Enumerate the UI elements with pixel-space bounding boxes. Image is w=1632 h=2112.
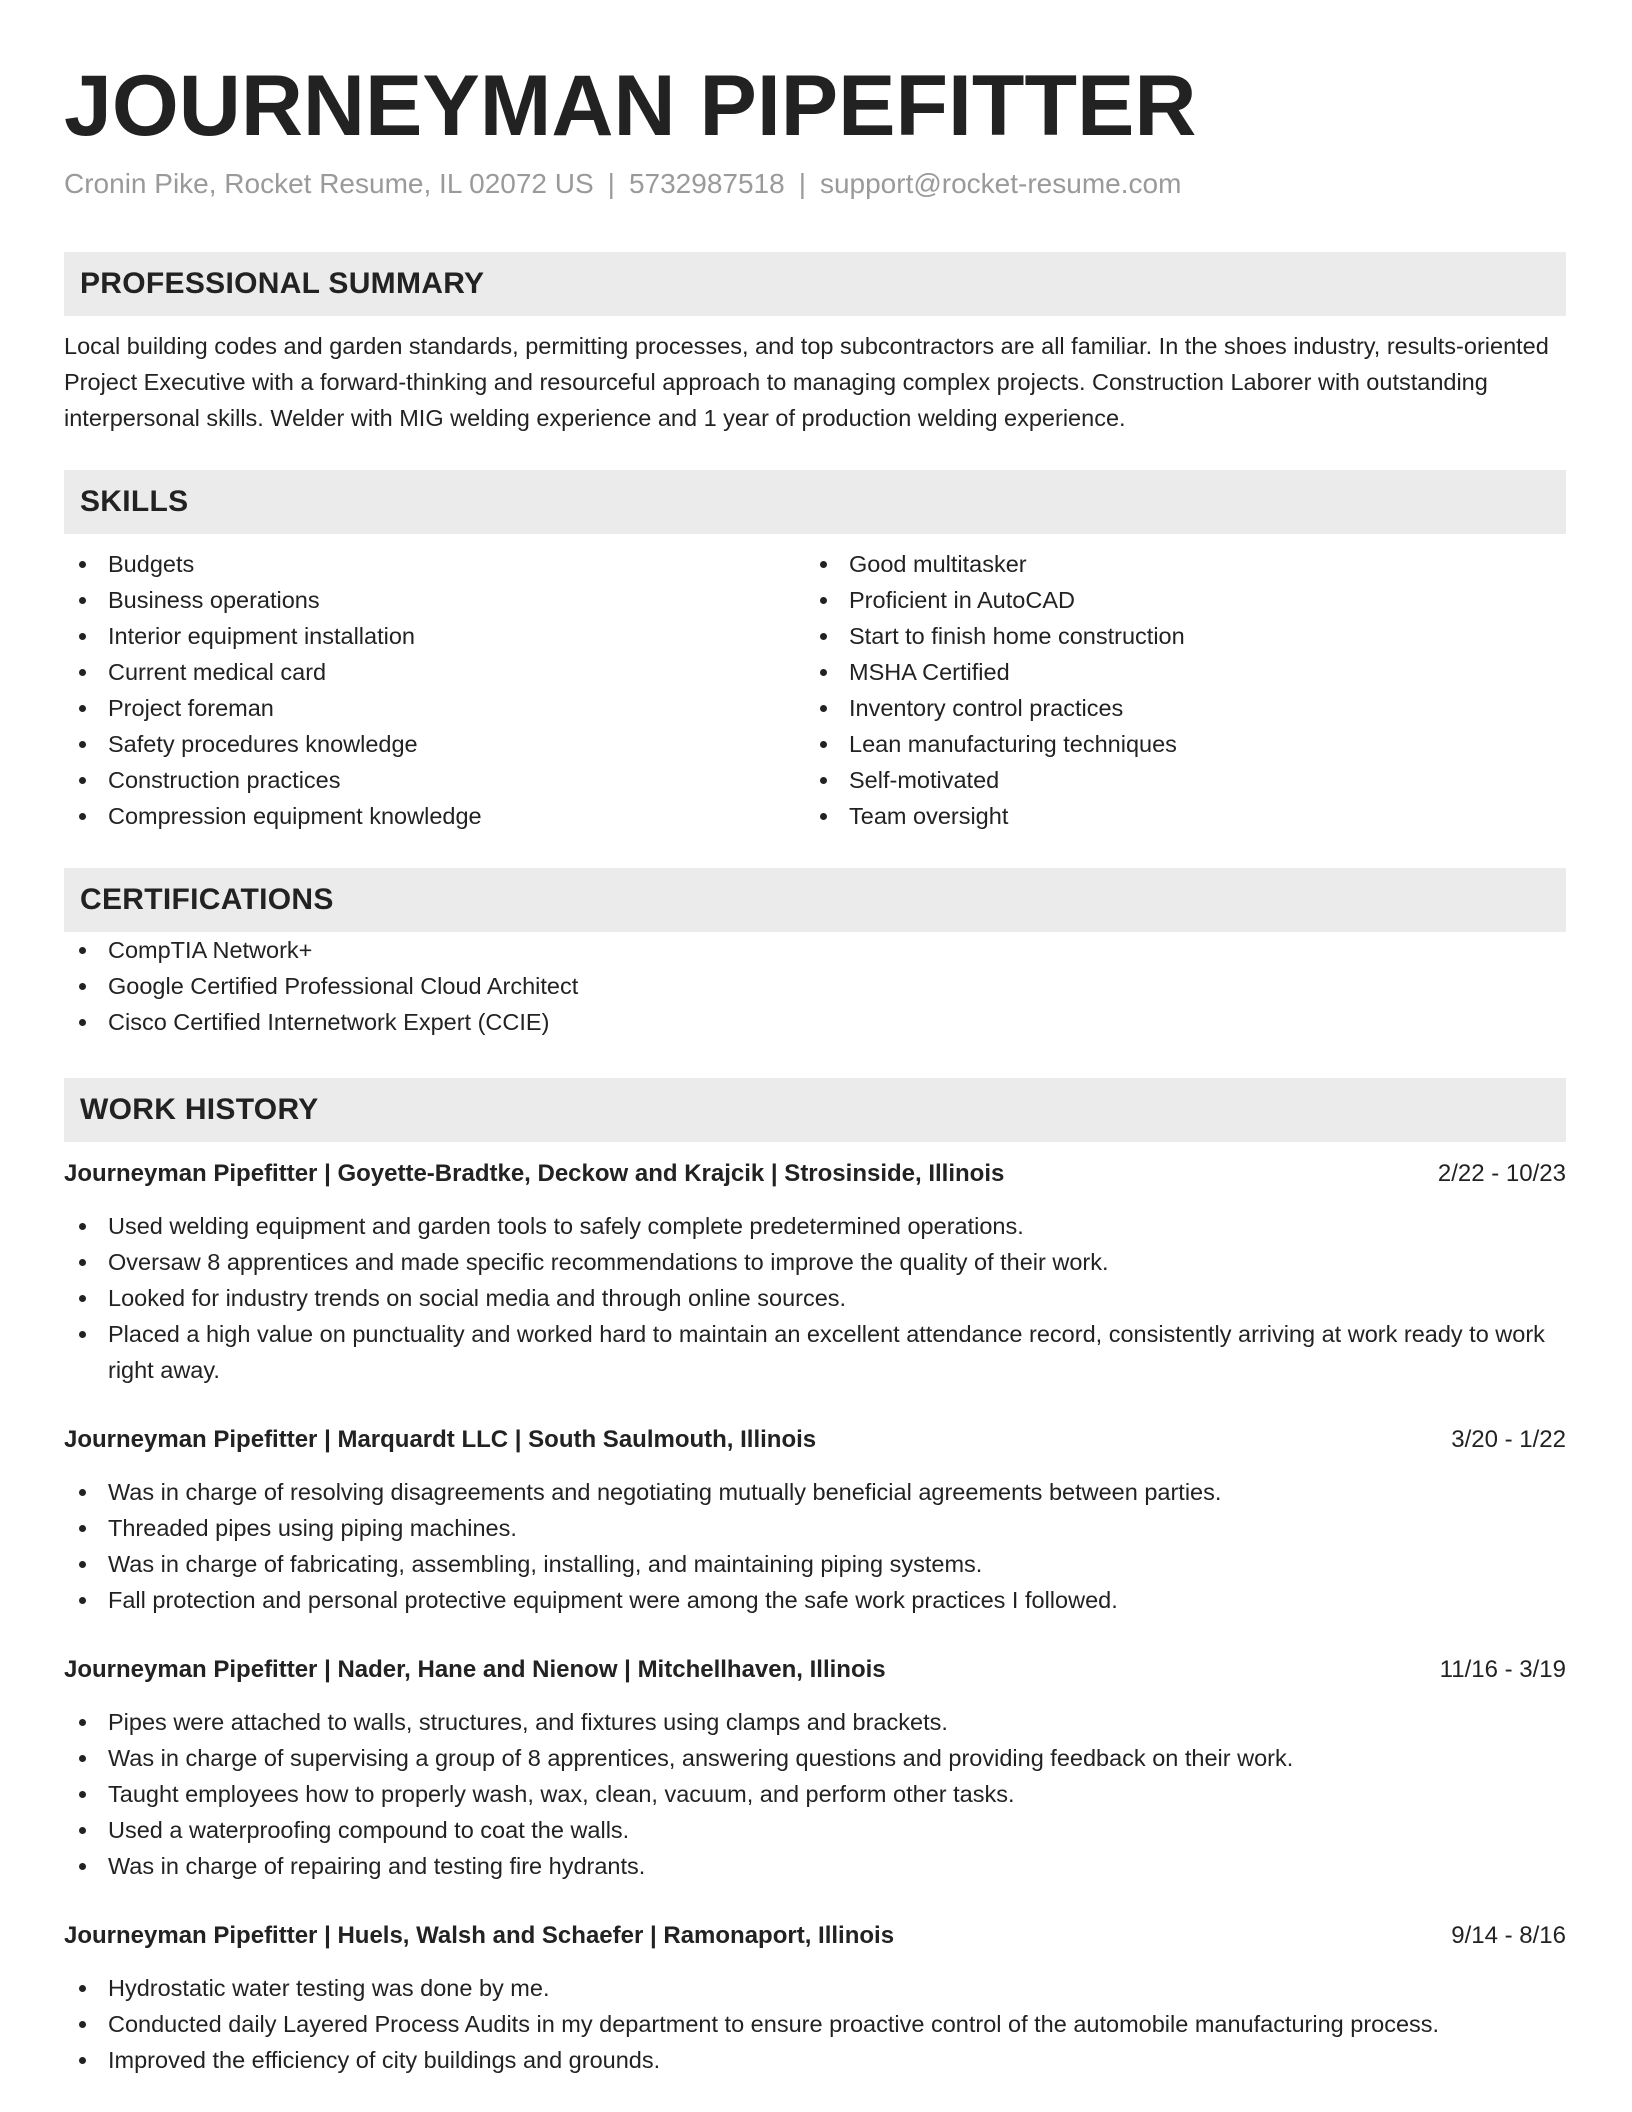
certifications-list — [64, 932, 1566, 1040]
job-bullet: Was in charge of fabricating, assembling, installing, and maintaining piping systems. — [64, 1546, 1566, 1582]
job-bullet: Hydrostatic water testing was done by me. — [64, 1970, 1566, 2006]
job-bullet: Was in charge of repairing and testing fire hydrants. — [64, 1848, 1566, 1884]
job-bullet: Threaded pipes using piping machines. — [64, 1510, 1566, 1546]
job-bullet: Conducted daily Layered Process Audits in my department to ensure proactive control of the automobile manufacturing process. — [64, 2006, 1566, 2042]
job-title: Journeyman Pipefitter | Huels, Walsh and Schaefer | Ramonaport, Illinois — [64, 1922, 895, 1949]
candidate-name: JOURNEYMAN PIPEFITTER — [64, 58, 1197, 154]
job-bullet: Used welding equipment and garden tools to safely complete predetermined operations. — [64, 1208, 1566, 1244]
contact-address: Cronin Pike, Rocket Resume, IL 02072 US — [64, 168, 594, 199]
job-entry — [64, 1156, 1566, 1388]
skill-item: Business operations — [64, 582, 805, 618]
job-entry — [64, 1422, 1566, 1618]
job-bullet: Was in charge of resolving disagreements and negotiating mutually beneficial agreements between parties. — [64, 1474, 1566, 1510]
skill-item: Inventory control practices — [805, 690, 1546, 726]
skill-item: Current medical card — [64, 654, 805, 690]
job-bullet: Placed a high value on punctuality and worked hard to maintain an excellent attendance record, consistently arriving at work ready to work right away. — [64, 1316, 1566, 1388]
job-entry — [64, 1652, 1566, 1884]
summary-text: Local building codes and garden standards, permitting processes, and top subcontractors are all familiar. In the shoes industry, results-oriented Project Executive with a forward-thinking and resourceful approach to managing complex projects. Construction Laborer with outstanding interpersonal skills. Welder with MIG welding experience and 1 year of production welding experience. — [64, 333, 1549, 431]
job-dates: 2/22 - 10/23 — [1437, 1160, 1566, 1187]
job-title: Journeyman Pipefitter | Goyette-Bradtke, Deckow and Krajcik | Strosinside, Illinois — [64, 1160, 1005, 1187]
skills-heading: SKILLS — [64, 470, 1566, 534]
skill-item: Self-motivated — [805, 762, 1546, 798]
skill-item: Safety procedures knowledge — [64, 726, 805, 762]
skill-item: Budgets — [64, 546, 805, 582]
skills-column-right — [805, 546, 1546, 834]
skills-column-left — [64, 546, 805, 834]
resume-page — [64, 0, 1566, 2078]
job-bullets — [64, 1474, 1566, 1618]
skills-list — [64, 546, 1566, 834]
job-bullet: Used a waterproofing compound to coat the walls. — [64, 1812, 1566, 1848]
job-dates: 11/16 - 3/19 — [1439, 1656, 1566, 1683]
skill-item: MSHA Certified — [805, 654, 1546, 690]
contact-line — [64, 166, 1566, 202]
contact-separator: | — [607, 168, 615, 199]
certification-item: Google Certified Professional Cloud Architect — [64, 968, 1566, 1004]
job-bullet: Fall protection and personal protective equipment were among the safe work practices I followed. — [64, 1582, 1566, 1618]
skill-item: Lean manufacturing techniques — [805, 726, 1546, 762]
job-bullets — [64, 1208, 1566, 1388]
skill-item: Project foreman — [64, 690, 805, 726]
job-bullet: Improved the efficiency of city buildings and grounds. — [64, 2042, 1566, 2078]
job-bullet: Was in charge of supervising a group of 8 apprentices, answering questions and providing feedback on their work. — [64, 1740, 1566, 1776]
skill-item: Proficient in AutoCAD — [805, 582, 1546, 618]
skill-item: Team oversight — [805, 798, 1546, 834]
skill-item: Start to finish home construction — [805, 618, 1546, 654]
job-bullet: Looked for industry trends on social media and through online sources. — [64, 1280, 1566, 1316]
job-bullet: Taught employees how to properly wash, wax, clean, vacuum, and perform other tasks. — [64, 1776, 1566, 1812]
job-dates: 3/20 - 1/22 — [1451, 1426, 1566, 1453]
job-bullets — [64, 1970, 1566, 2078]
certification-item: Cisco Certified Internetwork Expert (CCIE) — [64, 1004, 1566, 1040]
contact-phone: 5732987518 — [628, 168, 785, 199]
work-history-heading: WORK HISTORY — [64, 1078, 1566, 1142]
job-title: Journeyman Pipefitter | Nader, Hane and Nienow | Mitchellhaven, Illinois — [64, 1656, 886, 1683]
job-bullet: Oversaw 8 apprentices and made specific recommendations to improve the quality of their work. — [64, 1244, 1566, 1280]
job-title: Journeyman Pipefitter | Marquardt LLC | South Saulmouth, Illinois — [64, 1426, 817, 1453]
summary-heading: PROFESSIONAL SUMMARY — [64, 252, 1566, 316]
skill-item: Good multitasker — [805, 546, 1546, 582]
job-dates: 9/14 - 8/16 — [1451, 1922, 1566, 1949]
job-entry — [64, 1918, 1566, 2078]
skill-item: Compression equipment knowledge — [64, 798, 805, 834]
contact-separator: | — [798, 168, 806, 199]
skill-item: Construction practices — [64, 762, 805, 798]
job-bullet: Pipes were attached to walls, structures, and fixtures using clamps and brackets. — [64, 1704, 1566, 1740]
skill-item: Interior equipment installation — [64, 618, 805, 654]
certification-item: CompTIA Network+ — [64, 932, 1566, 968]
certifications-heading: CERTIFICATIONS — [64, 868, 1566, 932]
contact-email: support@rocket-resume.com — [819, 168, 1182, 199]
job-bullets — [64, 1704, 1566, 1884]
